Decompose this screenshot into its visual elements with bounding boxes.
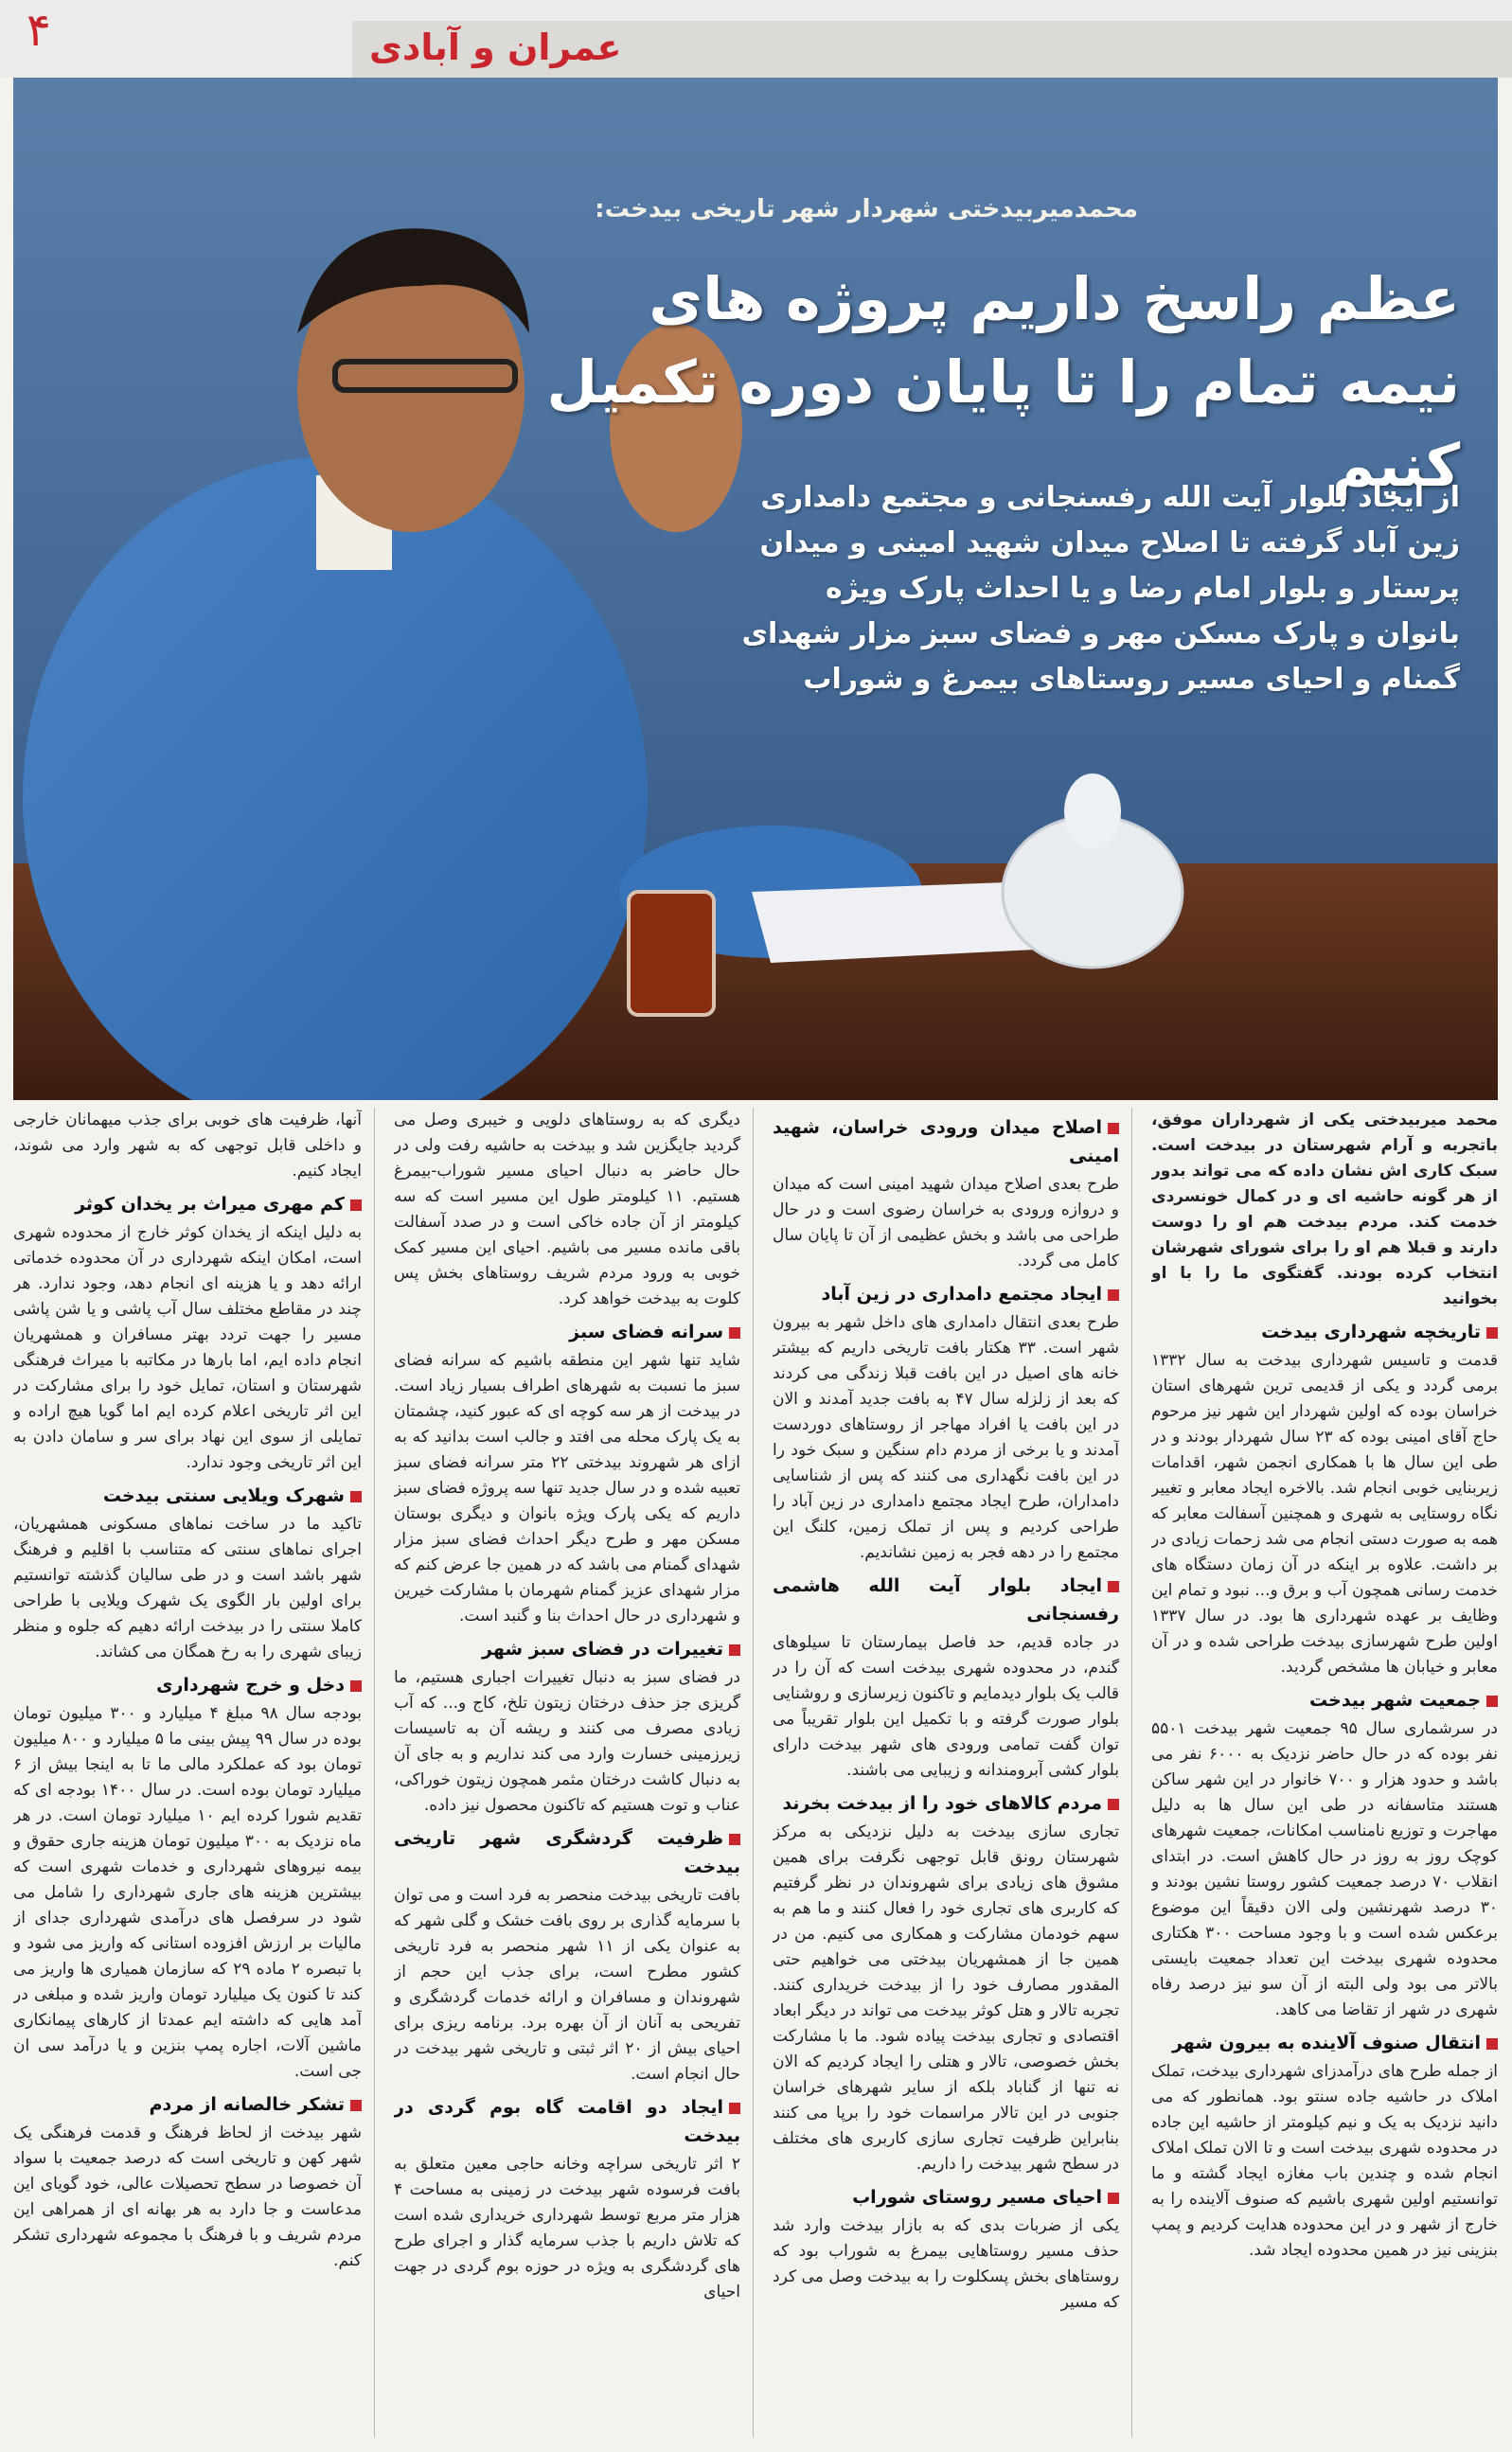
- red-square-icon: [1108, 2193, 1119, 2204]
- subhead: تاریخچه شهرداری بیدخت: [1151, 1318, 1498, 1346]
- paragraph: در فضای سبز به دنبال تغییرات اجباری هستیم، ما گریزی جز حذف درختان زیتون تلخ، کاج و... که آب زیادی مصرف می کنند و ریشه آن به تاسیسات زیرزمینی خسارت وارد می کند نداریم و به جای آن به دنبال کاشت درختان مثمر همچون زیتون خوراکی، عناب و توت هستیم که تاکنون محصول نیز داده.: [394, 1668, 740, 1815]
- red-square-icon: [1108, 1289, 1119, 1301]
- paragraph: یکی از ضربات بدی که به بازار بیدخت وارد شد حذف مسیر روستاهایی بیمرغ به شوراب بود که روستاهای بخش پسکلوت را به بیدخت وصل می کرد که مسیر: [773, 2216, 1119, 2312]
- hero-kicker: محمدمیربیدختی شهردار شهر تاریخی بیدخت:: [595, 195, 1138, 223]
- red-square-icon: [729, 2103, 740, 2114]
- red-square-icon: [350, 1199, 362, 1211]
- subhead: ایجاد دو اقامت گاه بوم گردی در بیدخت: [394, 2097, 740, 2146]
- subhead: سرانه فضای سبز: [394, 1318, 740, 1346]
- red-square-icon: [1108, 1799, 1119, 1810]
- subhead: دخل و خرج شهرداری: [13, 1671, 362, 1699]
- section-title: عمران و آبادی: [369, 27, 622, 68]
- paragraph: طرح بعدی انتقال دامداری های داخل شهر به بیرون شهر است. ۳۳ هکتار بافت تاریخی داریم که بیشتر خانه های اصیل در این بافت قبلا زندگی می کردند که بعد از زلزله سال ۴۷ به بافت جدید آمدند و الان در این بافت یا افراد مهاجر از روستاهای دوردست آمدند و یا برخی از مردم دام سنگین و سبک خود را در این بافت نگهداری می کنند که پس از شناسایی دامداران، طرح ایجاد مجتمع دامداری در زین آباد را طراحی کردیم و پس از تملک زمین، کلنگ این مجتمع را در دهه فجر به زمین نشاندیم.: [773, 1313, 1119, 1562]
- tea-glass: [629, 892, 714, 1015]
- paragraph: قدمت و تاسیس شهرداری بیدخت به سال ۱۳۳۲ برمی گردد و یکی از قدیمی ترین شهرهای استان خراسان بوده که اولین شهردار این شهر نیز مرحوم حاج آقای امینی بوده که ۲۳ سال شهردار بودند و در طی این سال ها با همکاری انجمن شهر، اقدامات زیربنایی خوبی انجام شد. بالاخره ایجاد معابر و تغییر نگاه روستایی به شهری و همچنین آسفالت معابر که همه به صورت دستی انجام می شد زحمات زیادی در بر داشت. علاوه بر اینکه در آن زمان دستگاه های خدمت رسانی همچون آب و برق و... نبود و تمام این وظایف بر عهده شهرداری ها بود. در سال ۱۳۳۷ اولین طرح شهرسازی بیدخت طراحی شده و در آن معابر و خیابان ها مشخص گردید.: [1151, 1351, 1498, 1677]
- subhead: کم مهری میراث بر یخدان کوثر: [13, 1190, 362, 1218]
- red-square-icon: [729, 1327, 740, 1339]
- column-divider: [1131, 1108, 1132, 2438]
- paragraph: در جاده قدیم، حد فاصل بیمارستان تا سیلوهای گندم، در محدوده شهری بیدخت است که آن را در قالب یک بلوار دیدمایم و تاکنون زیرسازی و روشنایی بلوار صورت گرفته و با تکمیل این بلوار تقریباً می توان گفت تمامی ورودی های شهر بیدخت دارای بلوار کشی آبرومندانه و زیبایی می باشند.: [773, 1633, 1119, 1780]
- subhead: ایجاد مجتمع دامداری در زین آباد: [773, 1280, 1119, 1308]
- red-square-icon: [350, 1680, 362, 1692]
- red-square-icon: [1108, 1581, 1119, 1592]
- paragraph: شاید تنها شهر این منطقه باشیم که سرانه فضای سبز ما نسبت به شهرهای اطراف بسیار زیاد است. در بیدخت از هر سه کوچه ای که عبور کنید، چشمتان به یک پارک محله می افتد و جالب است بدانید که به ازای هر شهروند بیدختی ۲۲ متر سرانه فضای سبز تعبیه شده و در سال جدید تنها سه پروژه فضای سبز داریم که یکی پارک ویژه بانوان و دیگری بوستان مسکن مهر و طرح دیگر احداث فضای سبز مزار شهدای گمنام می باشد که در همین جا عرض کنم که مزار شهدای عزیز گمنام شهرمان با مشارکت خیرین و شهرداری در حال احداث بنا و گنبد است.: [394, 1351, 740, 1626]
- column-divider: [374, 1108, 375, 2438]
- subhead: جمعیت شهر بیدخت: [1151, 1686, 1498, 1715]
- column-1: [1151, 1108, 1498, 2438]
- column-4: [13, 1108, 362, 2438]
- paragraph: در سرشماری سال ۹۵ جمعیت شهر بیدخت ۵۵۰۱ نفر بوده که در حال حاضر نزدیک به ۶۰۰۰ نفر می باشد و حدود هزار و ۷۰۰ خانوار در این شهر ساکن هستند متاسفانه در طی این سال ها به دلیل مهاجرت و توزیع نامناسب امکانات، جمعیت شهرهای کوچک روز به روز در حال کاهش است. در ابتدای انقلاب ۷۰ درصد جمعیت کشور روستا نشین بودند و ۳۰ درصد شهرنشین ولی الان دقیقاً این موضوع برعکس شده است و با وجود مساحت ۳۰۰ هکتاری محدوده شهری بیدخت این تعداد جمعیت بایستی بالاتر می بود ولی البته از آن سو نیز درصد رفاه شهری در شهر از تقاضا می کاهد.: [1151, 1719, 1498, 2019]
- paragraph: تجاری سازی بیدخت به دلیل نزدیکی به مرکز شهرستان رونق قابل توجهی نگرفت برای همین مشوق های زیادی برای شهروندان در نظر گرفتیم که کاربری های تجاری خود را فعال کنند و ما هم به سهم خودمان مشارکت و همکاری می کنیم. من در همین جا از همشهریان بیدختی می خواهیم حتی المقدور مصارف خود را از بیدخت خریداری کنند. تجربه تالار و هتل کوثر بیدخت می تواند در دیگر ابعاد اقتصادی و تجاری بیدخت پیاده شود. ما با مشارکت بخش خصوصی، تالار و هتلی را ایجاد کردیم که الان نه تنها از گناباد بلکه از سایر شهرهای خراسان جنوبی در این تالار مراسمات خود را برپا می کنند بنابراین ظرفیت تجاری سازی کاربری های مختلف در سطح شهر بیدخت را داریم.: [773, 1822, 1119, 2174]
- red-square-icon: [350, 2100, 362, 2111]
- red-square-icon: [1486, 2038, 1498, 2050]
- hero-headline: [513, 258, 1460, 507]
- red-square-icon: [350, 1491, 362, 1502]
- red-square-icon: [729, 1834, 740, 1845]
- paragraph: آنها، ظرفیت های خوبی برای جذب میهمانان خارجی و داخلی قابل توجهی که به شهر وارد می شوند، ایجاد کنیم.: [13, 1111, 362, 1181]
- subhead: شهرک ویلایی سنتی بیدخت: [13, 1482, 362, 1510]
- subhead: مردم کالاهای خود را از بیدخت بخرند: [773, 1789, 1119, 1818]
- subhead: ایجاد بلوار آیت الله هاشمی رفسنجانی: [773, 1575, 1119, 1625]
- subhead: ظرفیت گردشگری شهر تاریخی بیدخت: [394, 1828, 740, 1877]
- column-3: [394, 1108, 740, 2438]
- red-square-icon: [1486, 1327, 1498, 1339]
- article-columns: [13, 1108, 1498, 2438]
- paragraph: دیگری که به روستاهای دلویی و خیبری وصل می گردید جایگزین شد و بیدخت به حاشیه رفت ولی در حال حاضر به دنبال احیای مسیر شوراب-بیمرغ هستیم. ۱۱ کیلومتر طول این مسیر است که سه کیلومتر از آن جاده خاکی است و در صدد آسفالت باقی مانده مسیر می باشیم. احیای این مسیر کمک خوبی به ورود مردم شریف روستاهای بخش پس کلوت به بیدخت خواهد کرد.: [394, 1111, 740, 1308]
- subhead: تغییرات در فضای سبز شهر: [394, 1635, 740, 1663]
- subhead: انتقال صنوف آلاینده به بیرون شهر: [1151, 2029, 1498, 2057]
- red-square-icon: [1486, 1696, 1498, 1707]
- paragraph: بودجه سال ۹۸ مبلغ ۴ میلیارد و ۳۰۰ میلیون تومان بوده در سال ۹۹ پیش بینی ما ۵ میلیارد و ۸۰۰ میلیون تومان بود که عملکرد مالی ما تا به اینجا بیش از ۶ میلیارد تومان بوده است. در سال ۱۴۰۰ بودجه ای که تقدیم شورا کرده ایم ۱۰ میلیارد تومان است. در هر ماه نزدیک به ۳۰۰ میلیون تومان هزینه جاری حقوق و بیمه نیروهای شهرداری و خدمات شهری است که بیشترین هزینه های جاری شهرداری را شامل می شود در سرفصل های درآمدی شهرداری جدای از مالیات بر ارزش افزوده استانی که واریز می شود و با تبصره ۲ ماده ۲۹ که سازمان همیاری ها واریز می کند تا کنون یک میلیارد تومان واریز شده و مبلغی در آمد هایی که داشته ایم عمدتا از کارهای پیمانکاری ماشین آلات، اجاره پمپ بنزین و یا درآمد سی ان جی است.: [13, 1704, 362, 2081]
- headline-line-1: عظم راسخ داریم پروژه های: [649, 264, 1460, 333]
- subhead: اصلاح میدان ورودی خراسان، شهید امینی: [773, 1117, 1119, 1166]
- hero-photo-area: [13, 78, 1498, 1100]
- paragraph: طرح بعدی اصلاح میدان شهید امینی است که میدان و دروازه ورودی به خراسان رضوی است و در حال طراحی می باشد و بخش عظیمی از آن تا پایان سال کامل می گردد.: [773, 1175, 1119, 1270]
- paragraph: تاکید ما در ساخت نماهای مسکونی همشهریان، اجرای نماهای سنتی که متناسب با اقلیم و فرهنگ شهر باشد است و در طی سالیان گذشته توانستیم برای اولین بار الگوی یک شهرک ویلایی با طراحی کاملا سنتی را در بیدخت ارائه دهیم که جلوه و منظر زیبای شهری را به رخ همگان می کشاند.: [13, 1515, 362, 1661]
- column-2: [773, 1108, 1119, 2438]
- paragraph: از جمله طرح های درآمدزای شهرداری بیدخت، تملک املاک در حاشیه جاده سنتو بود. همانطور که می دانید نزدیک به یک و نیم کیلومتر از حاشیه این جاده در محدوده شهری بیدخت است و تا الان تملک املاک انجام شده و چندین باب مغازه ایجاد گشته و ما توانستیم اولین شهری باشیم که صنوف آلاینده را به خارج از شهر و در این محدوده هدایت کردیم و پمپ بنزینی نیز در همین محدوده ایجاد شد.: [1151, 2062, 1498, 2260]
- hero-lead: از ایجاد بلوار آیت الله رفسنجانی و مجتمع دامداری زین آباد گرفته تا اصلاح میدان شهید امینی و میدان پرستار و بلوار امام رضا و یا احداث پارک ویژه بانوان و پارک مسکن مهر و فضای سبز مزار شهدای گمنام و احیای مسیر روستاهای بیمرغ و شوراب: [741, 481, 1460, 696]
- sugar-bowl-lid: [1064, 773, 1121, 849]
- headline-line-2: نیمه تمام را تا پایان دوره تکمیل کنیم: [546, 347, 1460, 500]
- paragraph: بافت تاریخی بیدخت منحصر به فرد است و می توان با سرمایه گذاری بر روی بافت خشک و گلی شهر که به عنوان یکی از ۱۱ شهر منحصر به فرد تاریخی کشور مطرح است، برای جذب این حجم از شهروندان و مسافران و ارائه خدمات گردشگری و تفریحی به آنان از آن بهره برد. برنامه ریزی برای احیای بیش از ۲۰ اثر ثبتی و تاریخی شهر بیدخت در حال انجام است.: [394, 1886, 740, 2084]
- red-square-icon: [1108, 1123, 1119, 1134]
- paragraph: شهر بیدخت از لحاظ فرهنگ و قدمت فرهنگی یک شهر کهن و تاریخی است که درصد جمعیت با سواد آن خصوصا در سطح تحصیلات عالی، خود گویای این مدعاست و جا دارد به هر بهانه ای از همراهی این مردم شریف و با فرهنگ با مجموعه شهرداری تشکر کنم.: [13, 2123, 362, 2270]
- paragraph: به دلیل اینکه از یخدان کوثر خارج از محدوده شهری است، امکان اینکه شهرداری در آن محدوده خدماتی ارائه دهد و یا هزینه ای انجام دهد، وجود ندارد. هر چند در مقاطع مختلف سال آب پاشی و یا شن پاشی مسیر را جهت تردد بهتر مسافران و همشهریان انجام داده ایم، اما بارها در مکاتبه با میراث فرهنگی شهرستان و استان، تمایل خود را برای مشارکت در این اثر تاریخی اعلام کرده ایم اما گویا هیچ اراده و تمایلی از سوی این نهاد برای سر و سامان دادن به این اثر تاریخی وجود ندارد.: [13, 1223, 362, 1472]
- subhead: احیای مسیر روستای شوراب: [773, 2183, 1119, 2212]
- red-square-icon: [729, 1644, 740, 1656]
- intro-paragraph: محمد میربیدختی یکی از شهرداران موفق، باتجربه و آرام شهرستان در بیدخت است. سبک کاری اش نشان داده که می تواند بدور از هر گونه حاشیه ای و در کمال خونسردی خدمت کند. مردم بیدخت هم او را دوست دارند و قبلا هم او را برای شورای شهرشان انتخاب کرده بودند. گفتگوی ما را با او بخوانید: [1151, 1111, 1498, 1308]
- paragraph: ۲ اثر تاریخی سراچه وخانه حاجی معین متعلق به بافت فرسوده شهر بیدخت در زمینی به مساحت ۴ هزار متر مربع توسط شهرداری خریداری شده است که تلاش داریم با جذب سرمایه گذار و اجرای طرح های گردشگری به ویژه در حوزه بوم گردی در جهت احیای: [394, 2155, 740, 2301]
- subhead: تشکر خالصانه از مردم: [13, 2090, 362, 2119]
- page-header: [0, 0, 1512, 78]
- page-number: ۴: [27, 4, 51, 57]
- column-divider: [753, 1108, 754, 2438]
